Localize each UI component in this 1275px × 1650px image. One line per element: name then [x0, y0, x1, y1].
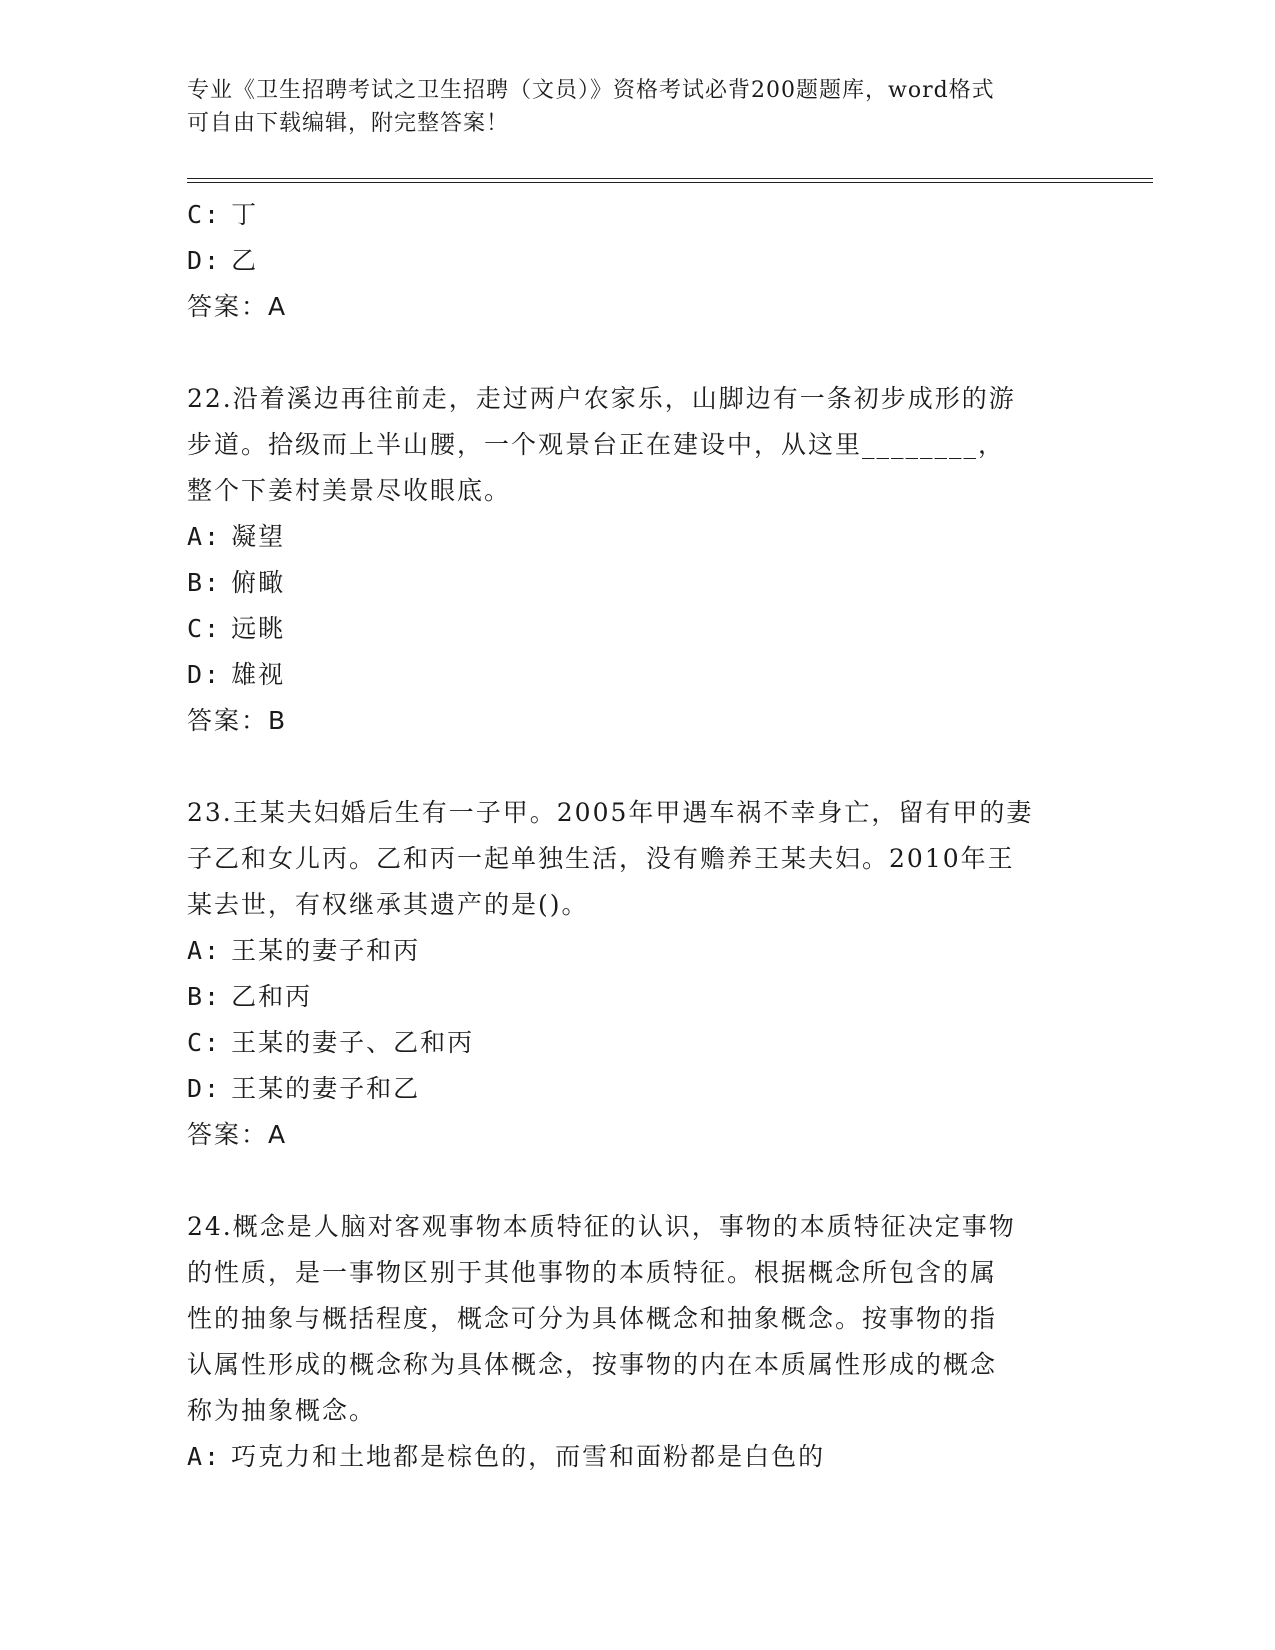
- header-title-line-1: 专业《卫生招聘考试之卫生招聘（文员）》资格考试必背200题题库，word格式: [187, 78, 995, 103]
- answer-label: 答案：: [187, 706, 269, 735]
- question-stem-line: 某去世，有权继承其遗产的是()。: [187, 890, 589, 919]
- question-stem-line: 称为抽象概念。: [187, 1396, 377, 1425]
- document-body: [187, 192, 1087, 1480]
- option-d: [187, 652, 1087, 698]
- answer-line: [187, 284, 1087, 330]
- question-stem-line: 24.概念是人脑对客观事物本质特征的认识，事物的本质特征决定事物: [187, 1212, 1016, 1241]
- header-title-line-2: 可自由下载编辑，附完整答案！: [187, 111, 510, 136]
- question-stem-line: 23.王某夫妇婚后生有一子甲。2005年甲遇车祸不幸身亡，留有甲的妻: [187, 798, 1034, 827]
- option-label: B:: [187, 982, 222, 1011]
- option-c: [187, 1020, 1087, 1066]
- option-label: D:: [187, 660, 222, 689]
- option-label: A:: [187, 1442, 222, 1471]
- option-a: [187, 514, 1087, 560]
- header-rule-bottom: [187, 182, 1153, 183]
- header-rule-top: [187, 178, 1153, 179]
- option-label: A:: [187, 936, 222, 965]
- option-text: 远眺: [231, 614, 286, 643]
- question-stem-line: 的性质，是一事物区别于其他事物的本质特征。根据概念所包含的属: [187, 1258, 998, 1287]
- option-text: 丁: [231, 200, 259, 229]
- option-text: 王某的妻子和丙: [231, 936, 421, 965]
- option-label: D:: [187, 246, 222, 275]
- answer-value: A: [268, 1120, 287, 1149]
- option-text: 乙: [231, 246, 259, 275]
- question-22: [187, 376, 1087, 744]
- answer-label: 答案：: [187, 1120, 269, 1149]
- answer-line: [187, 1112, 1087, 1158]
- question-23: [187, 790, 1087, 1158]
- option-b: [187, 560, 1087, 606]
- option-a: [187, 1434, 1087, 1480]
- option-label: C:: [187, 200, 222, 229]
- question-24: [187, 1204, 1087, 1480]
- answer-value: B: [268, 706, 287, 735]
- option-label: A:: [187, 522, 222, 551]
- answer-value: A: [268, 292, 287, 321]
- option-d: [187, 1066, 1087, 1112]
- option-text: 凝望: [231, 522, 286, 551]
- option-d: [187, 238, 1087, 284]
- option-text: 乙和丙: [231, 982, 313, 1011]
- question-stem-line: 步道。拾级而上半山腰，一个观景台正在建设中，从这里________，: [187, 430, 1006, 459]
- option-label: D:: [187, 1074, 222, 1103]
- option-c: [187, 192, 1087, 238]
- document-header: [187, 74, 1067, 140]
- option-text: 王某的妻子和乙: [231, 1074, 421, 1103]
- question-stem-line: 整个下姜村美景尽收眼底。: [187, 476, 512, 505]
- option-text: 雄视: [231, 660, 286, 689]
- answer-line: [187, 698, 1087, 744]
- option-text: 俯瞰: [231, 568, 286, 597]
- option-a: [187, 928, 1087, 974]
- option-text: 巧克力和土地都是棕色的，而雪和面粉都是白色的: [231, 1442, 826, 1471]
- option-text: 王某的妻子、乙和丙: [231, 1028, 475, 1057]
- option-c: [187, 606, 1087, 652]
- option-label: C:: [187, 614, 222, 643]
- question-stem-line: 性的抽象与概括程度，概念可分为具体概念和抽象概念。按事物的指: [187, 1304, 998, 1333]
- option-label: C:: [187, 1028, 222, 1057]
- question-stem-line: 认属性形成的概念称为具体概念，按事物的内在本质属性形成的概念: [187, 1350, 998, 1379]
- answer-label: 答案：: [187, 292, 269, 321]
- option-b: [187, 974, 1087, 1020]
- option-label: B:: [187, 568, 222, 597]
- question-stem-line: 22.沿着溪边再往前走，走过两户农家乐，山脚边有一条初步成形的游: [187, 384, 1016, 413]
- question-stem-line: 子乙和女儿丙。乙和丙一起单独生活，没有赡养王某夫妇。2010年王: [187, 844, 1015, 873]
